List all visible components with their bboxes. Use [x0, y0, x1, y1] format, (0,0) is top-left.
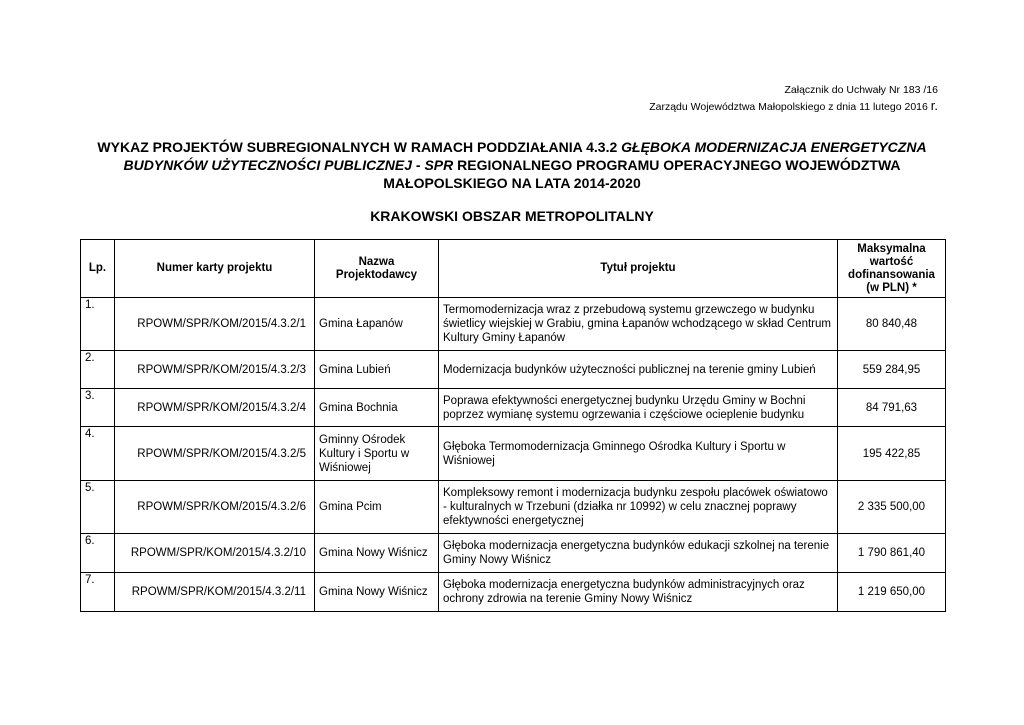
cell-value: 2 335 500,00	[838, 481, 946, 534]
cell-project-title: Kompleksowy remont i modernizacja budynku zespołu placówek oświatowo - kulturalnych w Trzebuni (działka nr 10992) w celu znacznej poprawy efektywności energetycznej	[439, 481, 838, 534]
cell-project-title: Głęboka modernizacja energetyczna budynków edukacji szkolnej na terenie Gminy Nowy Wiśnicz	[439, 534, 838, 573]
cell-value: 1 219 650,00	[838, 573, 946, 612]
title-part-2: GŁĘBOKA MODERNIZACJA ENERGETYCZNA BUDYNKÓW UŻYTECZNOŚCI PUBLICZNEJ - SPR	[123, 139, 927, 173]
cell-lp: 4.	[81, 427, 115, 481]
table-header-row	[81, 240, 946, 298]
cell-applicant: Gmina Łapanów	[315, 298, 439, 351]
cell-lp: 7.	[81, 573, 115, 612]
annex-line-2	[649, 98, 938, 115]
document-title	[80, 138, 944, 192]
table-row	[81, 351, 946, 389]
cell-applicant: Gminny Ośrodek Kultury i Sportu w Wiśniowej	[315, 427, 439, 481]
cell-card-number: RPOWM/SPR/KOM/2015/4.3.2/5	[115, 427, 315, 481]
table-row	[81, 427, 946, 481]
cell-lp: 2.	[81, 351, 115, 389]
cell-project-title: Modernizacja budynków użyteczności publicznej na terenie gminy Lubień	[439, 351, 838, 389]
cell-lp: 1.	[81, 298, 115, 351]
cell-card-number: RPOWM/SPR/KOM/2015/4.3.2/1	[115, 298, 315, 351]
cell-project-title: Poprawa efektywności energetycznej budynku Urzędu Gminy w Bochni poprzez wymianę systemu ogrzewania i częściowe ocieplenie budynku	[439, 389, 838, 427]
table-row	[81, 481, 946, 534]
cell-lp: 3.	[81, 389, 115, 427]
document-subtitle: KRAKOWSKI OBSZAR METROPOLITALNY	[370, 208, 654, 224]
annex-note	[649, 83, 938, 115]
table-row	[81, 573, 946, 612]
cell-project-title: Termomodernizacja wraz z przebudową systemu grzewczego w budynku świetlicy wiejskiej w Grabiu, gmina Łapanów wchodzącego w skład Centrum Kultury Gminy Łapanów	[439, 298, 838, 351]
cell-applicant: Gmina Nowy Wiśnicz	[315, 573, 439, 612]
cell-card-number: RPOWM/SPR/KOM/2015/4.3.2/3	[115, 351, 315, 389]
annex-line-2-text: Zarządu Województwa Małopolskiego z dnia 11 lutego 2016	[649, 101, 928, 113]
header-card-number: Numer karty projektu	[115, 240, 315, 298]
annex-suffix: r.	[930, 98, 938, 113]
header-max-value: Maksymalna wartość dofinansowania (w PLN) *	[838, 240, 946, 298]
cell-value: 559 284,95	[838, 351, 946, 389]
table-row	[81, 389, 946, 427]
title-part-1: WYKAZ PROJEKTÓW SUBREGIONALNYCH W RAMACH PODDZIAŁANIA 4.3.2	[97, 139, 618, 155]
header-project-title: Tytuł projektu	[439, 240, 838, 298]
cell-value: 80 840,48	[838, 298, 946, 351]
cell-value: 1 790 861,40	[838, 534, 946, 573]
cell-project-title: Głęboka Termomodernizacja Gminnego Ośrodka Kultury i Sportu w Wiśniowej	[439, 427, 838, 481]
cell-project-title: Głęboka modernizacja energetyczna budynków administracyjnych oraz ochrony zdrowia na terenie Gminy Nowy Wiśnicz	[439, 573, 838, 612]
annex-line-1: Załącznik do Uchwały Nr 183 /16	[784, 84, 938, 96]
cell-lp: 5.	[81, 481, 115, 534]
cell-card-number: RPOWM/SPR/KOM/2015/4.3.2/10	[115, 534, 315, 573]
cell-card-number: RPOWM/SPR/KOM/2015/4.3.2/4	[115, 389, 315, 427]
projects-table	[80, 239, 946, 612]
cell-lp: 6.	[81, 534, 115, 573]
header-lp: Lp.	[81, 240, 115, 298]
cell-card-number: RPOWM/SPR/KOM/2015/4.3.2/11	[115, 573, 315, 612]
cell-value: 84 791,63	[838, 389, 946, 427]
table-row	[81, 298, 946, 351]
cell-applicant: Gmina Pcim	[315, 481, 439, 534]
table-row	[81, 534, 946, 573]
cell-applicant: Gmina Bochnia	[315, 389, 439, 427]
title-part-3: REGIONALNEGO PROGRAMU OPERACYJNEGO WOJEWÓDZTWA MAŁOPOLSKIEGO NA LATA 2014-2020	[383, 157, 901, 191]
cell-card-number: RPOWM/SPR/KOM/2015/4.3.2/6	[115, 481, 315, 534]
header-applicant: Nazwa Projektodawcy	[315, 240, 439, 298]
cell-applicant: Gmina Nowy Wiśnicz	[315, 534, 439, 573]
cell-value: 195 422,85	[838, 427, 946, 481]
cell-applicant: Gmina Lubień	[315, 351, 439, 389]
